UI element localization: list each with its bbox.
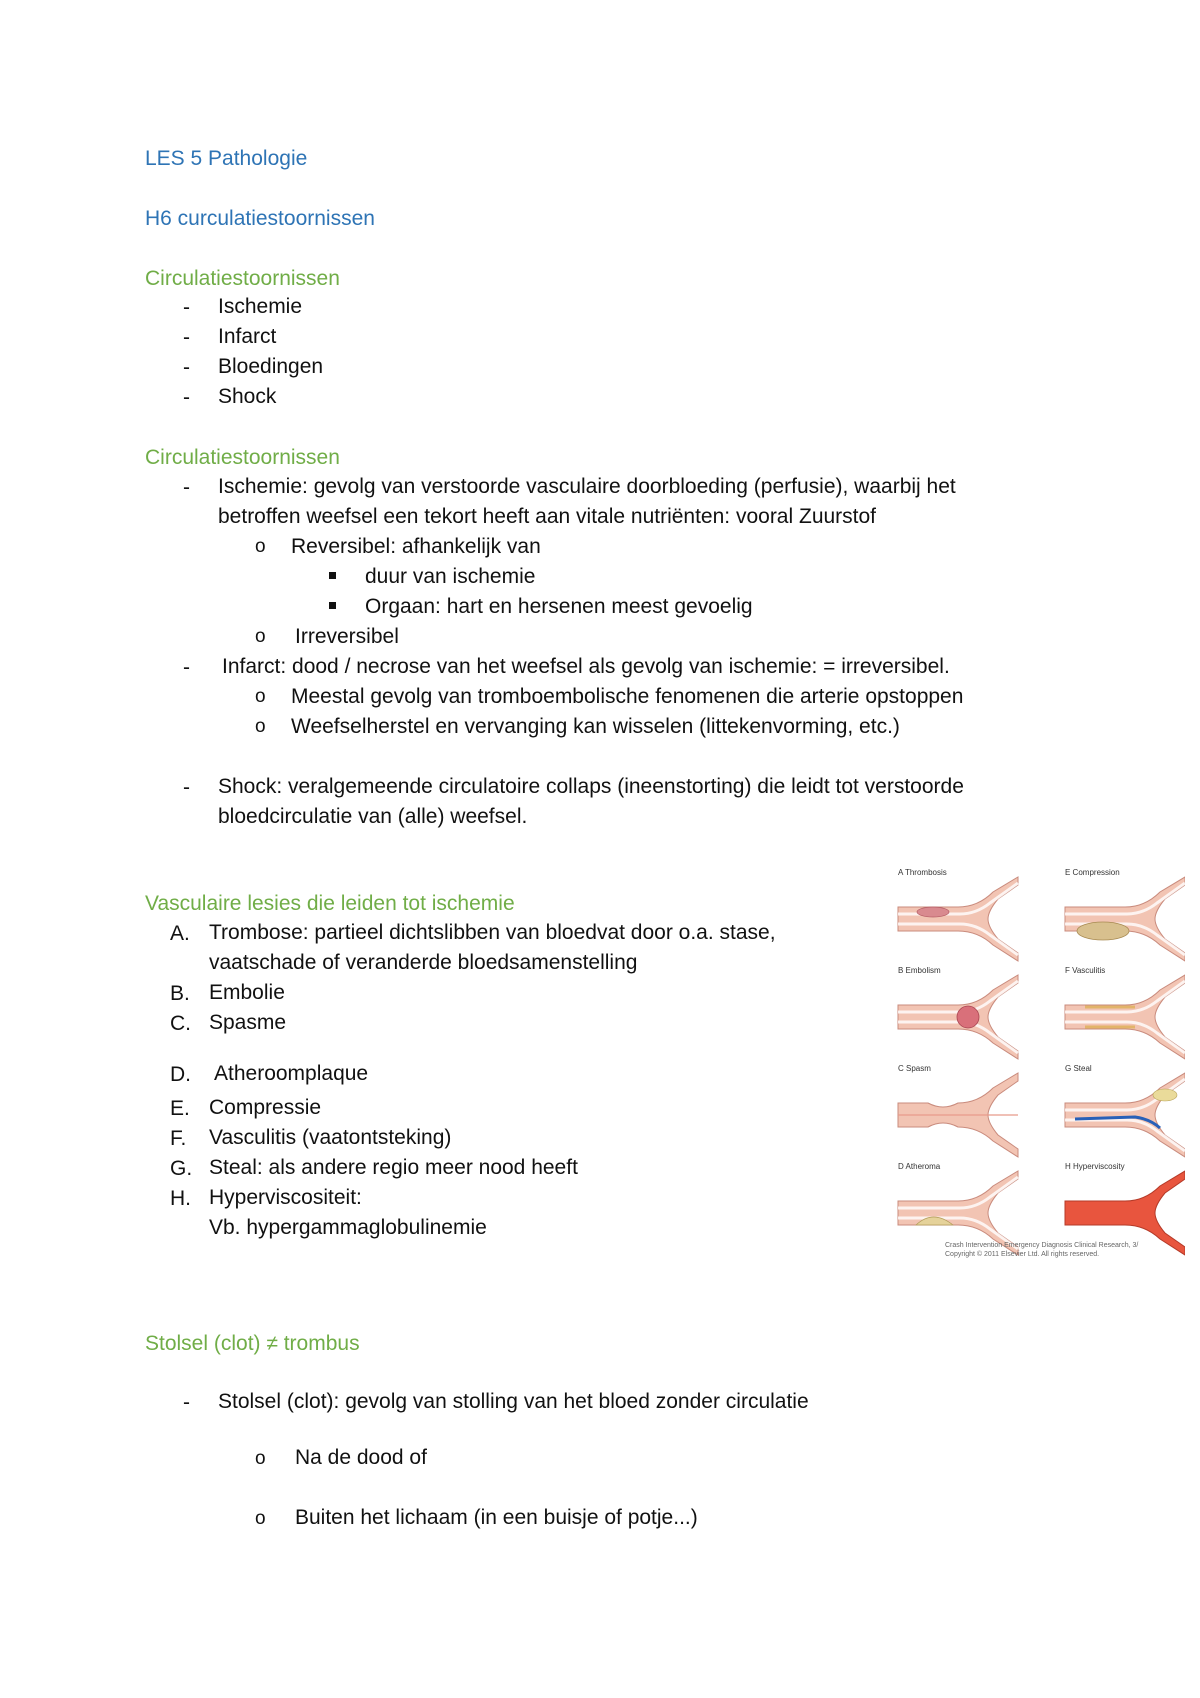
section4-heading: Stolsel (clot) ≠ trombus (145, 1332, 360, 1355)
list-letter: G. (170, 1157, 193, 1180)
list-item: Infarct (218, 325, 277, 348)
ischemie-line2: betroffen weefsel een tekort heeft aan vitale nutriënten: vooral Zuurstof (218, 505, 877, 528)
list-item: vaatschade of veranderde bloedsamenstelling (209, 951, 638, 974)
chapter-heading: H6 curculatiestoornissen (145, 207, 375, 230)
steal-vessel-icon (1065, 1073, 1185, 1157)
ischemie-line1: Ischemie: gevolg van verstoorde vasculaire doorbloeding (perfusie), waarbij het (218, 475, 956, 498)
infarct-sub2: Weefselherstel en vervanging kan wisselen (littekenvorming, etc.) (291, 715, 900, 738)
dash-bullet: - (183, 656, 190, 679)
list-item: Embolie (209, 981, 285, 1004)
list-item: Vasculitis (vaatontsteking) (209, 1126, 452, 1149)
square-bullet-icon (329, 602, 336, 609)
panel-label: C Spasm (898, 1064, 931, 1073)
infarct-sub1: Meestal gevolg van tromboembolische fenomenen die arterie opstoppen (291, 685, 964, 708)
panel-label: E Compression (1065, 868, 1120, 877)
dash-bullet: - (183, 1391, 190, 1414)
rev-sub2: Orgaan: hart en hersenen meest gevoelig (365, 595, 753, 618)
list-letter: A. (170, 922, 190, 945)
circle-bullet-icon: o (255, 1448, 266, 1469)
panel-label: F Vasculitis (1065, 966, 1106, 975)
spasm-vessel-icon (898, 1073, 1018, 1157)
panel-label: G Steal (1065, 1064, 1092, 1073)
shock-line2: bloedcirculatie van (alle) weefsel. (218, 805, 528, 828)
panel-label: A Thrombosis (898, 868, 947, 877)
list-item: Shock (218, 385, 277, 408)
dash-bullet: - (183, 356, 190, 379)
list-letter: H. (170, 1187, 191, 1210)
panel-label: H Hyperviscosity (1065, 1162, 1125, 1171)
embolism-vessel-icon (898, 975, 1018, 1059)
circle-bullet-icon: o (255, 716, 266, 737)
infarct-text: Infarct: dood / necrose van het weefsel als gevolg van ischemie: = irreversibel. (222, 655, 950, 678)
dash-bullet: - (183, 776, 190, 799)
shock-line1: Shock: veralgemeende circulatoire collaps (ineenstorting) die leidt tot verstoorde (218, 775, 964, 798)
section1-heading: Circulatiestoornissen (145, 267, 340, 290)
vascular-lesions-svg (895, 865, 1185, 1260)
dash-bullet: - (183, 326, 190, 349)
figure-caption: Crash Intervention Emergency Diagnosis Clinical Research, 3/ (945, 1242, 1139, 1249)
clot-sub2: Buiten het lichaam (in een buisje of potje...) (295, 1506, 698, 1529)
panel-label: B Embolism (898, 966, 941, 975)
dash-bullet: - (183, 476, 190, 499)
list-item: Vb. hypergammaglobulinemie (209, 1216, 487, 1239)
circle-bullet-icon: o (255, 686, 266, 707)
list-letter: C. (170, 1012, 191, 1035)
dash-bullet: - (183, 296, 190, 319)
list-item: Trombose: partieel dichtslibben van bloedvat door o.a. stase, (209, 921, 776, 944)
circle-bullet-icon: o (255, 626, 266, 647)
figure-caption: Copyright © 2011 Elsevier Ltd. All rights reserved. (945, 1251, 1100, 1258)
square-bullet-icon (329, 572, 336, 579)
clot-text: Stolsel (clot): gevolg van stolling van het bloed zonder circulatie (218, 1390, 809, 1413)
reversibel-text: Reversibel: afhankelijk van (291, 535, 541, 558)
rev-sub1: duur van ischemie (365, 565, 536, 588)
vasculitis-vessel-icon (1065, 975, 1185, 1059)
thrombosis-vessel-icon (898, 877, 1018, 961)
list-letter: E. (170, 1097, 190, 1120)
list-letter: F. (170, 1127, 187, 1150)
list-item: Ischemie (218, 295, 303, 318)
list-item: Steal: als andere regio meer nood heeft (209, 1156, 578, 1179)
clot-sub1: Na de dood of (295, 1446, 427, 1469)
irreversibel-text: Irreversibel (295, 625, 399, 648)
list-letter: D. (170, 1063, 191, 1086)
circle-bullet-icon: o (255, 536, 266, 557)
list-item: Bloedingen (218, 355, 324, 378)
panel-label: D Atheroma (898, 1162, 941, 1171)
circle-bullet-icon: o (255, 1508, 266, 1529)
list-item: Compressie (209, 1096, 322, 1119)
list-item: Atheroomplaque (214, 1062, 369, 1085)
section3-heading: Vasculaire lesies die leiden tot ischemie (145, 892, 515, 915)
compression-vessel-icon (1065, 877, 1185, 961)
page-title: LES 5 Pathologie (145, 147, 308, 170)
list-item: Hyperviscositeit: (209, 1186, 362, 1209)
dash-bullet: - (183, 386, 190, 409)
list-item: Spasme (209, 1011, 287, 1034)
vascular-lesions-figure (895, 865, 1185, 1260)
section2-heading: Circulatiestoornissen (145, 446, 340, 469)
list-letter: B. (170, 982, 190, 1005)
